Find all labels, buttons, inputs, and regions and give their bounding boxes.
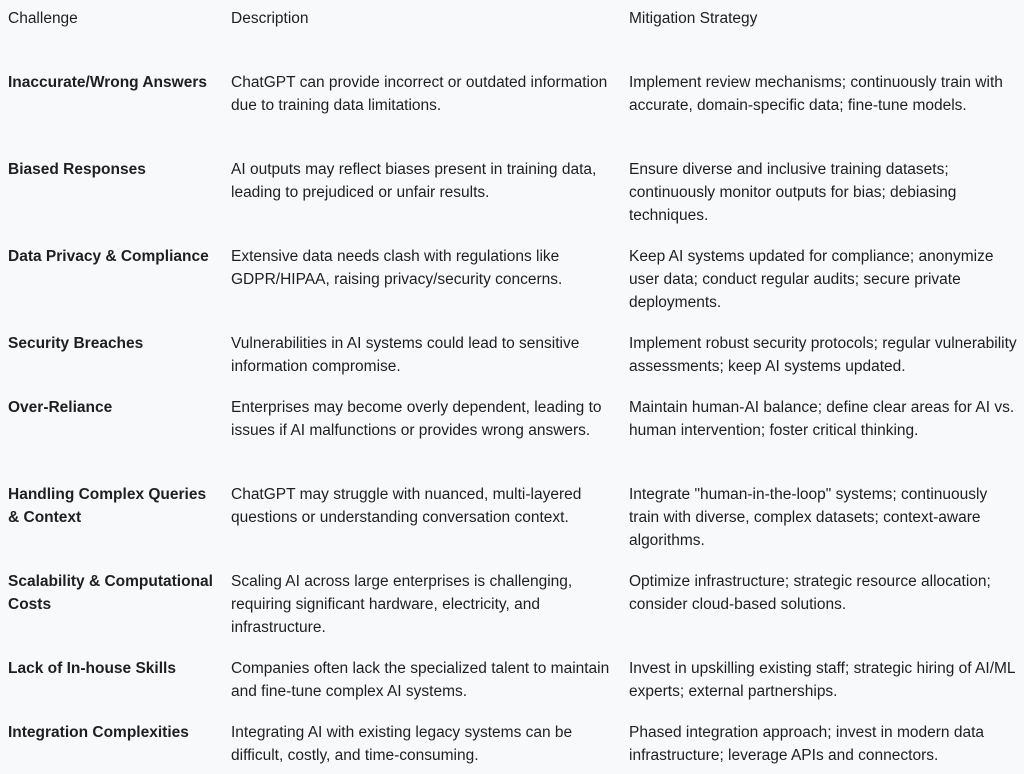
header-description: Description [231, 10, 309, 27]
description-cell: ChatGPT may struggle with nuanced, multi-layered questions or understanding conversation context. [231, 486, 582, 526]
mitigation-cell: Optimize infrastructure; strategic resource allocation; consider cloud-based solutions. [629, 573, 991, 613]
mitigation-cell: Ensure diverse and inclusive training datasets; continuously monitor outputs for bias; debiasing techniques. [629, 161, 957, 224]
mitigation-cell: Implement review mechanisms; continuously train with accurate, domain-specific data; fine-tune models. [629, 74, 1003, 114]
challenge-cell: Data Privacy & Compliance [8, 248, 209, 265]
description-cell: Integrating AI with existing legacy systems can be difficult, costly, and time-consuming. [231, 724, 573, 764]
mitigation-cell: Maintain human-AI balance; define clear areas for AI vs. human intervention; foster critical thinking. [629, 399, 1015, 439]
mitigation-cell: Invest in upskilling existing staff; strategic hiring of AI/ML experts; external partnerships. [629, 660, 1015, 700]
challenge-cell: Handling Complex Queries & Context [8, 486, 207, 526]
header-mitigation: Mitigation Strategy [629, 10, 758, 27]
description-cell: Vulnerabilities in AI systems could lead to sensitive information compromise. [231, 335, 580, 375]
challenge-cell: Lack of In-house Skills [8, 660, 176, 677]
mitigation-cell: Phased integration approach; invest in modern data infrastructure; leverage APIs and connectors. [629, 724, 985, 764]
description-cell: AI outputs may reflect biases present in training data, leading to prejudiced or unfair results. [231, 161, 597, 201]
mitigation-cell: Integrate "human-in-the-loop" systems; continuously train with diverse, complex datasets; context-aware algorithms. [629, 486, 988, 549]
description-cell: Enterprises may become overly dependent, leading to issues if AI malfunctions or provides wrong answers. [231, 399, 602, 439]
description-cell: Extensive data needs clash with regulations like GDPR/HIPAA, raising privacy/security concerns. [231, 248, 563, 288]
description-cell: Scaling AI across large enterprises is challenging, requiring significant hardware, electricity, and infrastructure. [231, 573, 573, 636]
description-cell: ChatGPT can provide incorrect or outdated information due to training data limitations. [231, 74, 608, 114]
table-header [0, 0, 1024, 40]
mitigation-cell: Keep AI systems updated for compliance; anonymize user data; conduct regular audits; secure private deployments. [629, 248, 994, 311]
challenge-cell: Biased Responses [8, 161, 146, 178]
challenge-cell: Inaccurate/Wrong Answers [8, 74, 207, 91]
challenge-cell: Integration Complexities [8, 724, 189, 741]
challenge-cell: Scalability & Computational Costs [8, 573, 213, 613]
mitigation-cell: Implement robust security protocols; regular vulnerability assessments; keep AI systems updated. [629, 335, 1017, 375]
challenge-cell: Over-Reliance [8, 399, 113, 416]
header-challenge: Challenge [8, 10, 78, 27]
description-cell: Companies often lack the specialized talent to maintain and fine-tune complex AI systems. [231, 660, 610, 700]
challenge-cell: Security Breaches [8, 335, 144, 352]
